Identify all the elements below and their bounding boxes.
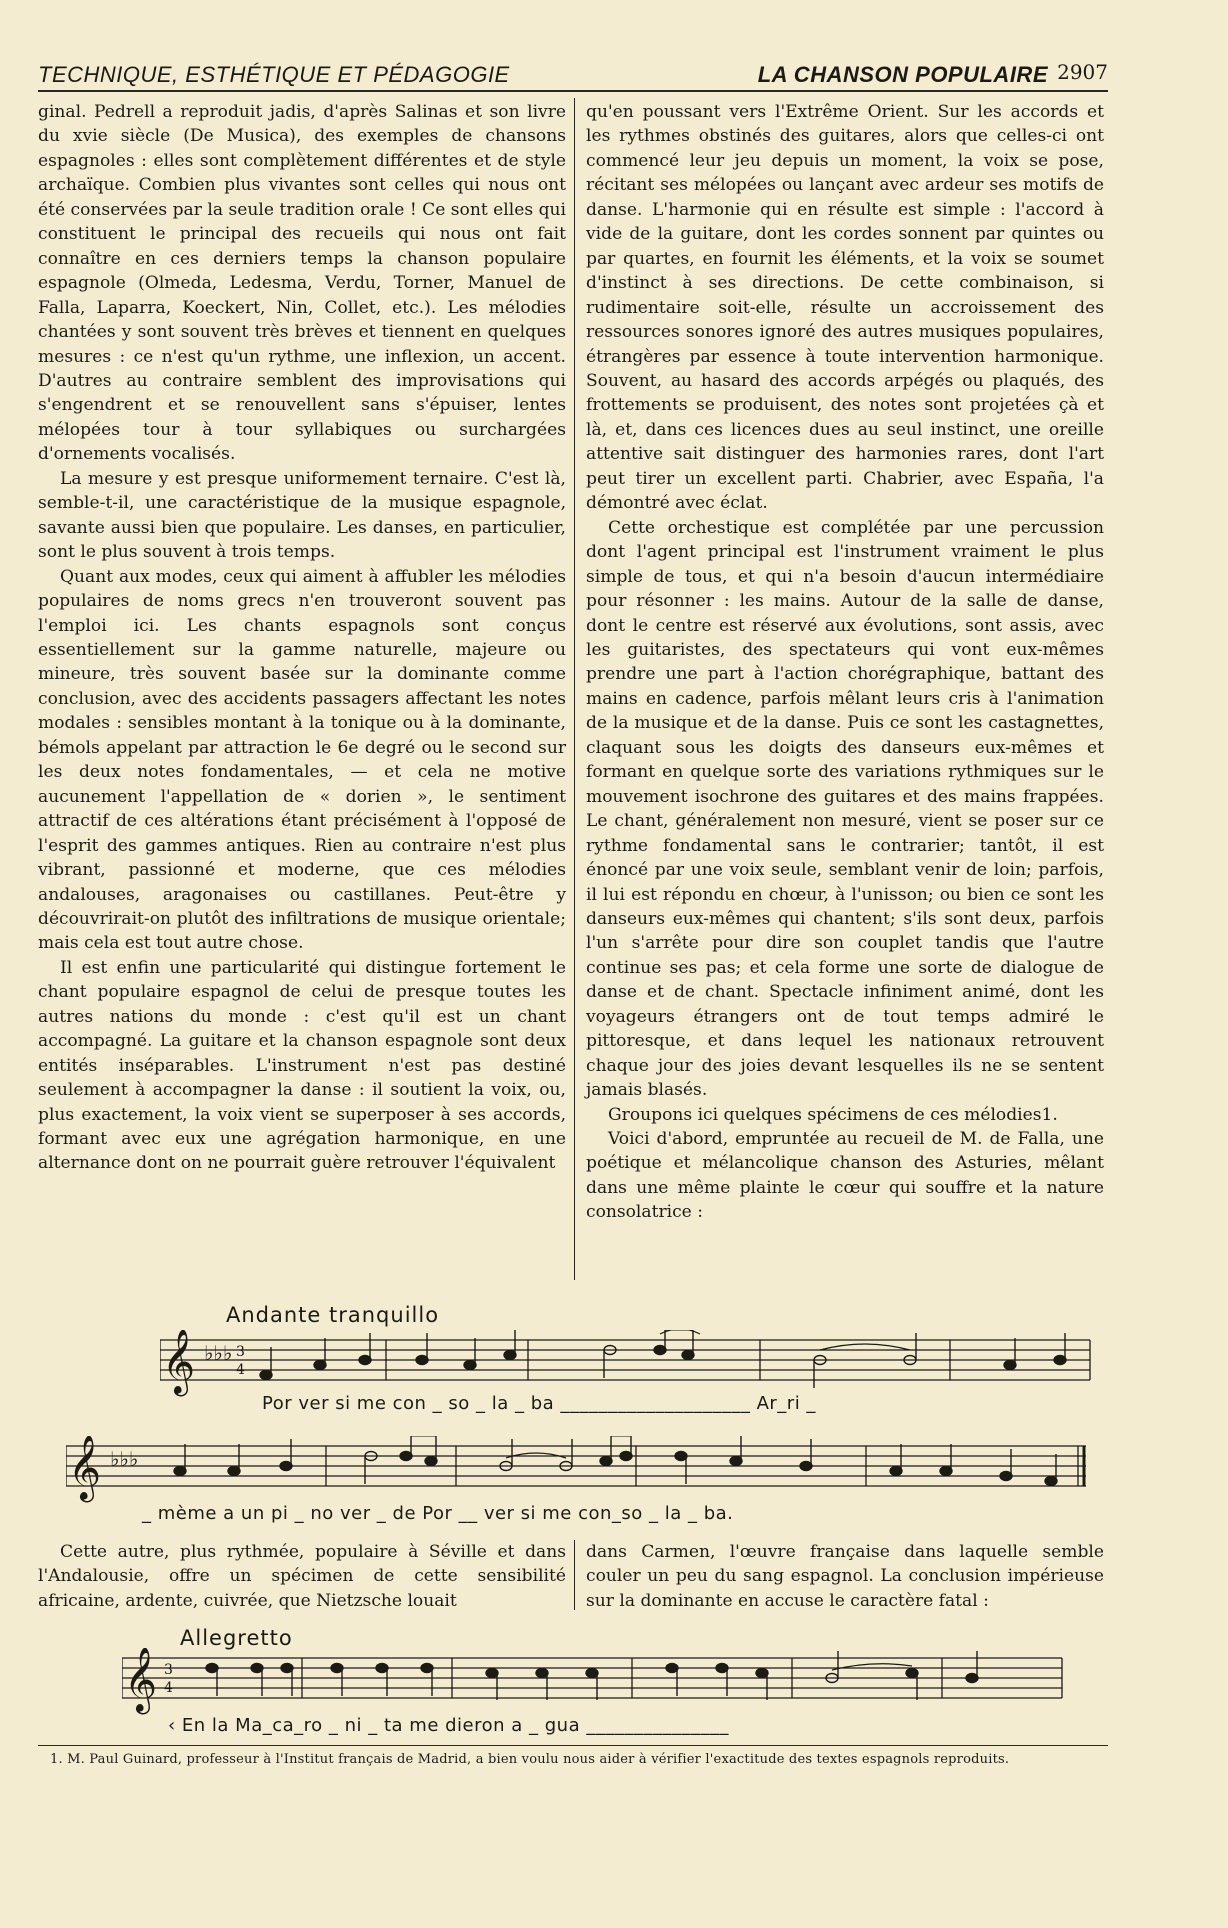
right-column-lower xyxy=(586,1540,1104,1613)
column-divider xyxy=(574,98,575,1280)
lyrics-line: _ mème a un pi _ no ver _ de Por __ ver si me con_so _ la _ ba. xyxy=(142,1503,734,1524)
header-section-title: TECHNIQUE, ESTHÉTIQUE ET PÉDAGOGIE xyxy=(38,62,510,87)
left-column xyxy=(38,100,566,1176)
right-column xyxy=(586,100,1104,1225)
paragraph: Il est enfin une particularité qui distingue fortement le chant populaire espagnol de celui de presque toutes les autres nations du monde : c'est qu'il est un chant accompagné. La guitare et la chanson espagnole sont deux entités inséparables. L'instrument n'est pas destiné seulement à accompagner la danse : il soutient la voix, ou, plus exactement, la voix vient se superposer à ses accords, formant avec eux une agrégation harmonique, en une alternance dont on ne pourrait guère retrouver l'équivalent xyxy=(38,957,566,1174)
tempo-marking: Andante tranquillo xyxy=(226,1303,440,1327)
tempo-marking: Allegretto xyxy=(180,1626,293,1650)
svg-text:4: 4 xyxy=(164,1680,173,1696)
running-header xyxy=(38,58,1108,92)
footnote: 1. M. Paul Guinard, professeur à l'Institut français de Madrid, a bien voulu nous aider à vérifier l'exactitude des textes espagnols reproduits. xyxy=(50,1752,1010,1767)
paragraph: Cette autre, plus rythmée, populaire à Séville et dans l'Andalousie, offre un spécimen de cette sensibilité africaine, ardente, cuivrée, que Nietzsche louait xyxy=(38,1542,566,1611)
paragraph: dans Carmen, l'œuvre française dans laquelle semble couler un peu du sang espagnol. La conclusion impérieuse sur la dominante en accuse le caractère fatal : xyxy=(586,1542,1104,1611)
paragraph: Groupons ici quelques spécimens de ces mélodies1. xyxy=(608,1104,1058,1125)
column-divider xyxy=(574,1540,575,1610)
svg-text:4: 4 xyxy=(236,1362,245,1378)
paragraph: Cette orchestique est complétée par une percussion dont l'agent principal est l'instrument vraiment le plus simple de tous, et qui n'a besoin d'aucun intermédiaire pour résonner : les mains. Autour de la salle de danse, dont le centre est réservé aux évolutions, sont assis, avec les guitaristes, des spectateurs qui vont eux-mêmes prendre une part à l'action chorégraphique, battant des mains en cadence, parfois mêlant leurs cris à l'animation de la musique et de la danse. Puis ce sont les castagnettes, claquant sous les doigts des danseurs eux-mêmes et formant en quelque sorte des variations rythmiques sur le mouvement isochrone des guitares et des mains frappées. Le chant, généralement non mesuré, vient se poser sur ce rythme fondamental sans le contrarier; tantôt, il est énoncé par une voix seule, semblant venir de loin; parfois, il lui est répondu en chœur, à l'unisson; ou bien ce sont les danseurs eux-mêmes qui chantent; s'ils sont deux, parfois l'un s'arrête pour dire son couplet tandis que l'autre continue ses pas; et cela forme une sorte de dialogue de danse et de chant. Spectacle infiniment animé, dont les voyageurs étrangers ont de tout temps admiré le pittoresque, et dans lequel les nationaux retrouvent chaque jour des joies devant lesquelles ils ne se sentent jamais blasés. xyxy=(586,517,1104,1101)
paragraph: qu'en poussant vers l'Extrême Orient. Sur les accords et les rythmes obstinés des guitares, alors que celles-ci ont commencé leur jeu depuis un moment, la voix se pose, récitant ses mélopées ou lançant avec ardeur ses motifs de danse. L'harmonie qui en résulte est simple : l'accord à vide de la guitare, dont les cordes sonnent par quintes ou par quartes, en fournit les éléments, et la voix se soumet d'instinct à ses directions. De cette combinaison, si rudimentaire soit-elle, résulte un accroissement des ressources sonores ignoré des autres musiques populaires, étrangères par essence à toute intervention harmonique. Souvent, au hasard des accords arpégés ou plaqués, des frottements se produisent, des notes sont projetées çà et là, et, dans ces licences dues au seul instinct, une oreille attentive sait distinguer des harmonies rares, dont l'art peut tirer un excellent parti. Chabrier, avec España, l'a démontré avec éclat. xyxy=(586,102,1104,514)
svg-text:𝄞: 𝄞 xyxy=(162,1330,196,1394)
music-staff-3 xyxy=(122,1648,1122,1718)
svg-text:♭♭♭: ♭♭♭ xyxy=(110,1447,139,1471)
svg-text:3: 3 xyxy=(164,1662,173,1678)
paragraph: ginal. Pedrell a reproduit jadis, d'après Salinas et son livre du xvie siècle (De Musica), des exemples de chansons espagnoles : elles sont complètement différentes et de style archaïque. Combien plus vivantes sont celles qui nous ont été conservées par la seule tradition orale ! Ce sont elles qui constituent le principal des recueils qui nous ont fait connaître en ces derniers temps la chanson populaire espagnole (Olmeda, Ledesma, Verdu, Torner, Manuel de Falla, Laparra, Koeckert, Nin, Collet, etc.). Les mélodies chantées y sont souvent très brèves et tiennent en quelques mesures : ce n'est qu'un rythme, une inflexion, un accent. D'autres au contraire semblent des improvisations qui s'engendrent et se renouvellent sans s'épuiser, lentes mélopées tour à tour syllabiques ou surchargées d'ornements vocalisés. xyxy=(38,102,566,465)
header-rule xyxy=(38,90,1108,92)
music-staff-2 xyxy=(66,1436,1100,1506)
paragraph: Quant aux modes, ceux qui aiment à affubler les mélodies populaires de noms grecs n'en trouveront souvent pas l'emploi ici. Les chants espagnols sont conçus essentiellement sur la gamme naturelle, majeure ou mineure, très souvent basée sur la dominante comme conclusion, avec des accidents passagers affectant les notes modales : sensibles montant à la tonique ou à la dominante, bémols appelant par attraction le 6e degré ou le second sur les deux notes fondamentales, — et cela ne motive aucunement l'appellation de « dorien », le sentiment attractif de ces altérations étant précisément à l'opposé de l'esprit des gammes antiques. Rien au contraire n'est plus vibrant, passionné et moderne, que ces mélodies andalouses, aragonaises ou castillanes. Peut-être y découvrirait-on plutôt des infiltrations de musique orientale; mais cela est tout autre chose. xyxy=(38,566,566,954)
svg-text:𝄞: 𝄞 xyxy=(124,1648,158,1712)
lyrics-line: ‹ En la Ma_ca_ro _ ni _ ta me dieron a _ gua _______________ xyxy=(168,1715,729,1736)
header-chapter-title: LA CHANSON POPULAIRE xyxy=(757,62,1048,87)
footnote-rule xyxy=(38,1745,1108,1746)
svg-text:♭♭♭: ♭♭♭ xyxy=(204,1341,233,1365)
music-staff-1 xyxy=(160,1330,1100,1400)
svg-text:3: 3 xyxy=(236,1344,245,1360)
left-column-lower xyxy=(38,1540,566,1613)
paragraph: La mesure y est presque uniformement ternaire. C'est là, semble-t-il, une caractéristique de la musique espagnole, savante aussi bien que populaire. Les danses, en particulier, sont le plus souvent à trois temps. xyxy=(38,468,566,563)
paragraph: Voici d'abord, empruntée au recueil de M. de Falla, une poétique et mélancolique chanson des Asturies, mêlant dans une même plainte le cœur qui souffre et la nature consolatrice : xyxy=(586,1129,1104,1223)
svg-text:𝄞: 𝄞 xyxy=(68,1436,102,1500)
page-number: 2907 xyxy=(1057,60,1108,84)
lyrics-line: Por ver si me con _ so _ la _ ba ____________________ Ar_ri _ xyxy=(262,1393,816,1414)
